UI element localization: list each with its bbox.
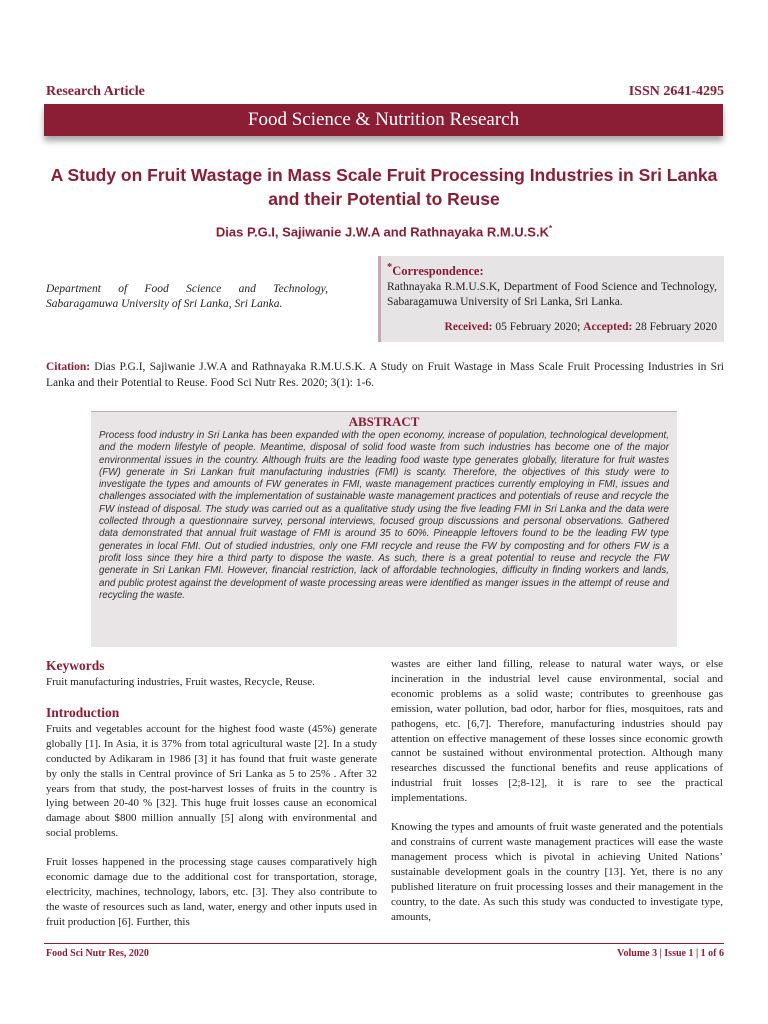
footer-page-info: Volume 3 | Issue 1 | 1 of 6 xyxy=(617,948,724,959)
affiliation: Department of Food Science and Technology, Sabaragamuwa University of Sri Lanka, Sri Lanka. xyxy=(46,283,328,310)
correspondence-box xyxy=(378,256,724,342)
right-column xyxy=(391,657,723,924)
author-list xyxy=(46,224,722,239)
left-column xyxy=(46,657,377,930)
intro-paragraph-1: Fruits and vegetables account for the highest food waste (45%) generate globally [1]. In Asia, it is 37% from total agricultural waste [2]. In a study conducted by Adikaram in 1986 [3] it has found that fruit waste generate by only the stalls in Central province of Sri Lanka as 5 to 25% . After 32 years from that study, the post-harvest losses of fruits in the country is lying between 20-40 % [32]. This huge fruit losses cause an economical damage about $800 million annually [5] along with environmental and social problems. xyxy=(46,722,377,840)
intro-paragraph-2: Fruit losses happened in the processing stage causes comparatively high economic damage due to the additional cost for transportation, storage, electricity, machines, technology, labors, etc. [3]. They also contribute to the waste of resources such as land, water, energy and other inputs used in fruit production [6]. Further, this xyxy=(46,856,377,928)
abstract-box xyxy=(91,411,677,647)
citation-text: Dias P.G.I, Sajiwanie J.W.A and Rathnayaka R.M.U.S.K. A Study on Fruit Wastage in Mass Scale Fruit Processing Industries in Sri Lanka and their Potential to Reuse. Food Sci Nutr Res. 2020; 3(1): 1-6. xyxy=(46,361,725,389)
introduction-heading: Introduction xyxy=(46,704,120,720)
correspondence-heading xyxy=(387,260,717,279)
citation xyxy=(46,359,724,391)
correspondence-mark: * xyxy=(387,262,393,273)
correspondence-text: Rathnayaka R.M.U.S.K, Department of Food Science and Technology, Sabaragamuwa University of Sri Lanka, Sri Lanka. xyxy=(387,281,717,309)
accepted-label: Accepted: xyxy=(583,321,633,334)
received-label: Received: xyxy=(444,321,493,334)
journal-banner: Food Science & Nutrition Research xyxy=(44,104,723,136)
abstract-text: Process food industry in Sri Lanka has been expanded with the open economy, increase of population, technological development, and the modern lifestyle of people. Meantime, disposal of solid food waste from such industries has become one of the major environmental issues in the country. Although fruits are the leading food waste type generates globally, literature for fruit wastes (FW) generate in Sri Lankan fruit manufacturing industries (FMI) is scanty. Therefore, the objectives of this study were to investigate the types and amounts of FW generates in FMI, waste management practices currently employing in FMI, issues and challenges associated with the implementation of sustainable waste management practices and potentials of reuse and recycle the FW instead of disposal. The study was carried out as a qualitative study using the five leading FMI in Sri Lanka and the data were collected through a questionnaire survey, personal interviews, focused group discussions and personal observations. Gathered data demonstrated that annual fruit wastage of FMI is around 35 to 60%. Pineapple leftovers found to be the leading FW type generates in local FMI. Out of studied industries, only one FMI recycle and reuse the FW by composting and for others FW is a profit loss since they hire a third party to dispose the waste. As such, there is a great potential to reuse and recycle the FW generate in Sri Lankan FMI. However, financial restriction, lack of affordable technologies, difficulty in finding workers and lands, and public protest against the development of waste processing areas were identified as manger issues in the attempt of reuse and recycling the waste. xyxy=(99,430,669,601)
keywords-heading: Keywords xyxy=(46,658,105,673)
paper-title: A Study on Fruit Wastage in Mass Scale Fruit Processing Industries in Sri Lanka and their Potential to Reuse xyxy=(50,165,718,209)
footer-rule xyxy=(44,943,724,944)
intro-paragraph-3: wastes are either land filling, release to natural water ways, or else incineration in the industrial level cause environmental, social and economic problems as a solid waste; contributes to greenhouse gas emission, water pollution, bad odor, harbor for flies, mosquitoes, rats and pathogens, etc. [6,7]. Therefore, manufacturing industries should pay attention on effective management of these losses since economic growth cannot be sustained without environmental protection. Although many researches discussed the functional benefits and reuse applications of industrial fruit losses [2;8-12], it is rare to see the practical implementations. xyxy=(391,658,723,805)
keywords-text: Fruit manufacturing industries, Fruit wastes, Recycle, Reuse. xyxy=(46,676,315,688)
intro-paragraph-4: Knowing the types and amounts of fruit waste generated and the potentials and constrains of current waste management practices will ease the waste management process which is pivotal in achieving United Nations’ sustainable development goals in the country [13]. Yet, there is no any published literature on fruit processing losses and their management in the country, to the date. As such this study was conducted to investigate type, amounts, xyxy=(391,821,723,923)
corresponding-mark: * xyxy=(548,224,553,233)
footer-journal: Food Sci Nutr Res, 2020 xyxy=(46,948,149,959)
dates xyxy=(387,320,717,335)
article-type: Research Article xyxy=(46,84,145,99)
citation-label: Citation: xyxy=(46,361,91,373)
received-date: 05 February 2020; xyxy=(495,321,581,334)
correspondence-label: Correspondence: xyxy=(392,264,484,279)
accepted-date: 28 February 2020 xyxy=(635,321,717,334)
authors-text: Dias P.G.I, Sajiwanie J.W.A and Rathnayaka R.M.U.S.K xyxy=(215,224,549,240)
abstract-heading: ABSTRACT xyxy=(348,414,420,429)
issn: ISSN 2641-4295 xyxy=(628,84,724,99)
